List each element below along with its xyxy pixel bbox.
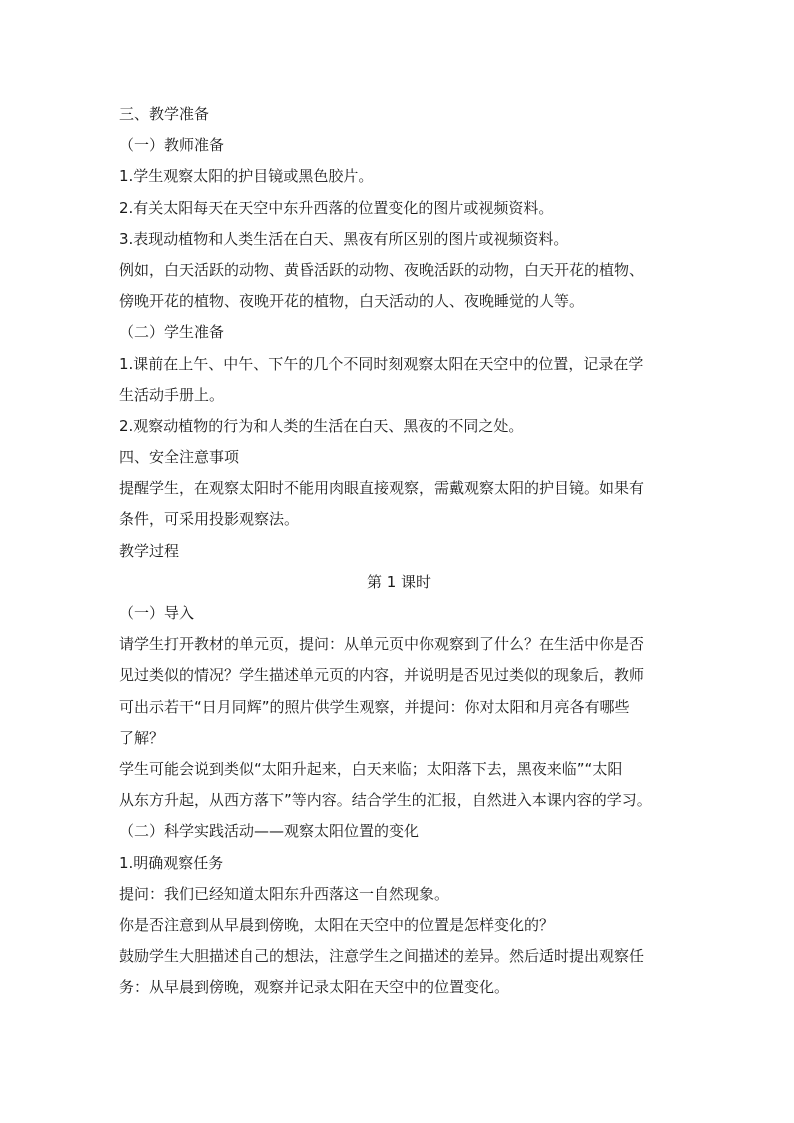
text-line: 2.观察动植物的行为和人类的生活在白天、黑夜的不同之处。 <box>119 416 524 435</box>
text-line: 1.明确观察任务 <box>119 853 224 872</box>
intro-paragraph <box>119 629 679 754</box>
question-2 <box>119 910 679 941</box>
text-line: 可出示若干“日月同辉”的照片供学生观察，并提问：你对太阳和月亮各有哪些 <box>119 697 630 716</box>
student-item-2 <box>119 411 679 442</box>
student-response-paragraph <box>119 754 679 816</box>
text-line: 从东方升起，从西方落下”等内容。结合学生的汇报，自然进入本课内容的学习。 <box>119 791 652 810</box>
text-line: 教学过程 <box>119 541 180 560</box>
text-line: 例如，白天活跃的动物、黄昏活跃的动物、夜晚活跃的动物，白天开花的植物、 <box>119 260 645 279</box>
text-line: 傍晚开花的植物、夜晚开花的植物，白天活动的人、夜晚睡觉的人等。 <box>119 292 585 311</box>
text-line: 1.学生观察太阳的护目镜或黑色胶片。 <box>119 167 374 186</box>
text-line: 请学生打开教材的单元页，提问：从单元页中你观察到了什么？在生活中你是否 <box>119 635 645 654</box>
text-line: 3.表现动植物和人类生活在白天、黑夜有所区别的图片或视频资料。 <box>119 229 569 248</box>
lesson-title <box>119 567 679 598</box>
teacher-item-3 <box>119 224 679 255</box>
text-line: 条件，可采用投影观察法。 <box>119 510 300 529</box>
text-line: 提醒学生，在观察太阳时不能用肉眼直接观察，需戴观察太阳的护目镜。如果有 <box>119 479 645 498</box>
text-line: （二）学生准备 <box>119 323 225 342</box>
text-line: 你是否注意到从早晨到傍晚，太阳在天空中的位置是怎样变化的？ <box>119 915 555 934</box>
student-item-1 <box>119 349 679 411</box>
text-line: 学生可能会说到类似“太阳升起来，白天来临；太阳落下去，黑夜来临”“太阳 <box>119 759 623 778</box>
text-line: 三、教学准备 <box>119 105 210 123</box>
text-line: （一）教师准备 <box>119 136 225 155</box>
text-line: 务：从早晨到傍晚，观察并记录太阳在天空中的位置变化。 <box>119 978 510 997</box>
student-prep-heading <box>119 317 679 348</box>
intro-heading <box>119 598 679 629</box>
safety-paragraph <box>119 473 679 535</box>
activity-heading <box>119 816 679 847</box>
example-paragraph <box>119 255 679 317</box>
process-heading <box>119 536 679 567</box>
text-line: 1.课前在上午、中午、下午的几个不同时刻观察太阳在天空中的位置，记录在学 <box>119 354 644 373</box>
text-line: 第 1 课时 <box>366 572 432 591</box>
task-heading <box>119 848 679 879</box>
sec3-heading <box>119 99 679 130</box>
teacher-item-1 <box>119 161 679 192</box>
text-line: 见过类似的情况？学生描述单元页的内容，并说明是否见过类似的现象后，教师 <box>119 666 645 685</box>
text-line: 生活动手册上。 <box>119 385 225 404</box>
teacher-prep-heading <box>119 130 679 161</box>
text-line: 了解？ <box>119 728 165 747</box>
text-line: 四、安全注意事项 <box>119 448 240 467</box>
teacher-item-2 <box>119 193 679 224</box>
text-line: （二）科学实践活动——观察太阳位置的变化 <box>119 822 420 841</box>
text-line: 2.有关太阳每天在天空中东升西落的位置变化的图片或视频资料。 <box>119 198 554 217</box>
text-line: （一）导入 <box>119 604 195 622</box>
sec4-heading <box>119 442 679 473</box>
encourage-paragraph <box>119 941 679 1003</box>
text-line: 鼓励学生大胆描述自己的想法，注意学生之间描述的差异。然后适时提出观察任 <box>119 947 645 966</box>
question-1 <box>119 879 679 910</box>
document-body <box>119 99 679 1003</box>
text-line: 提问：我们已经知道太阳东升西落这一自然现象。 <box>119 884 450 903</box>
